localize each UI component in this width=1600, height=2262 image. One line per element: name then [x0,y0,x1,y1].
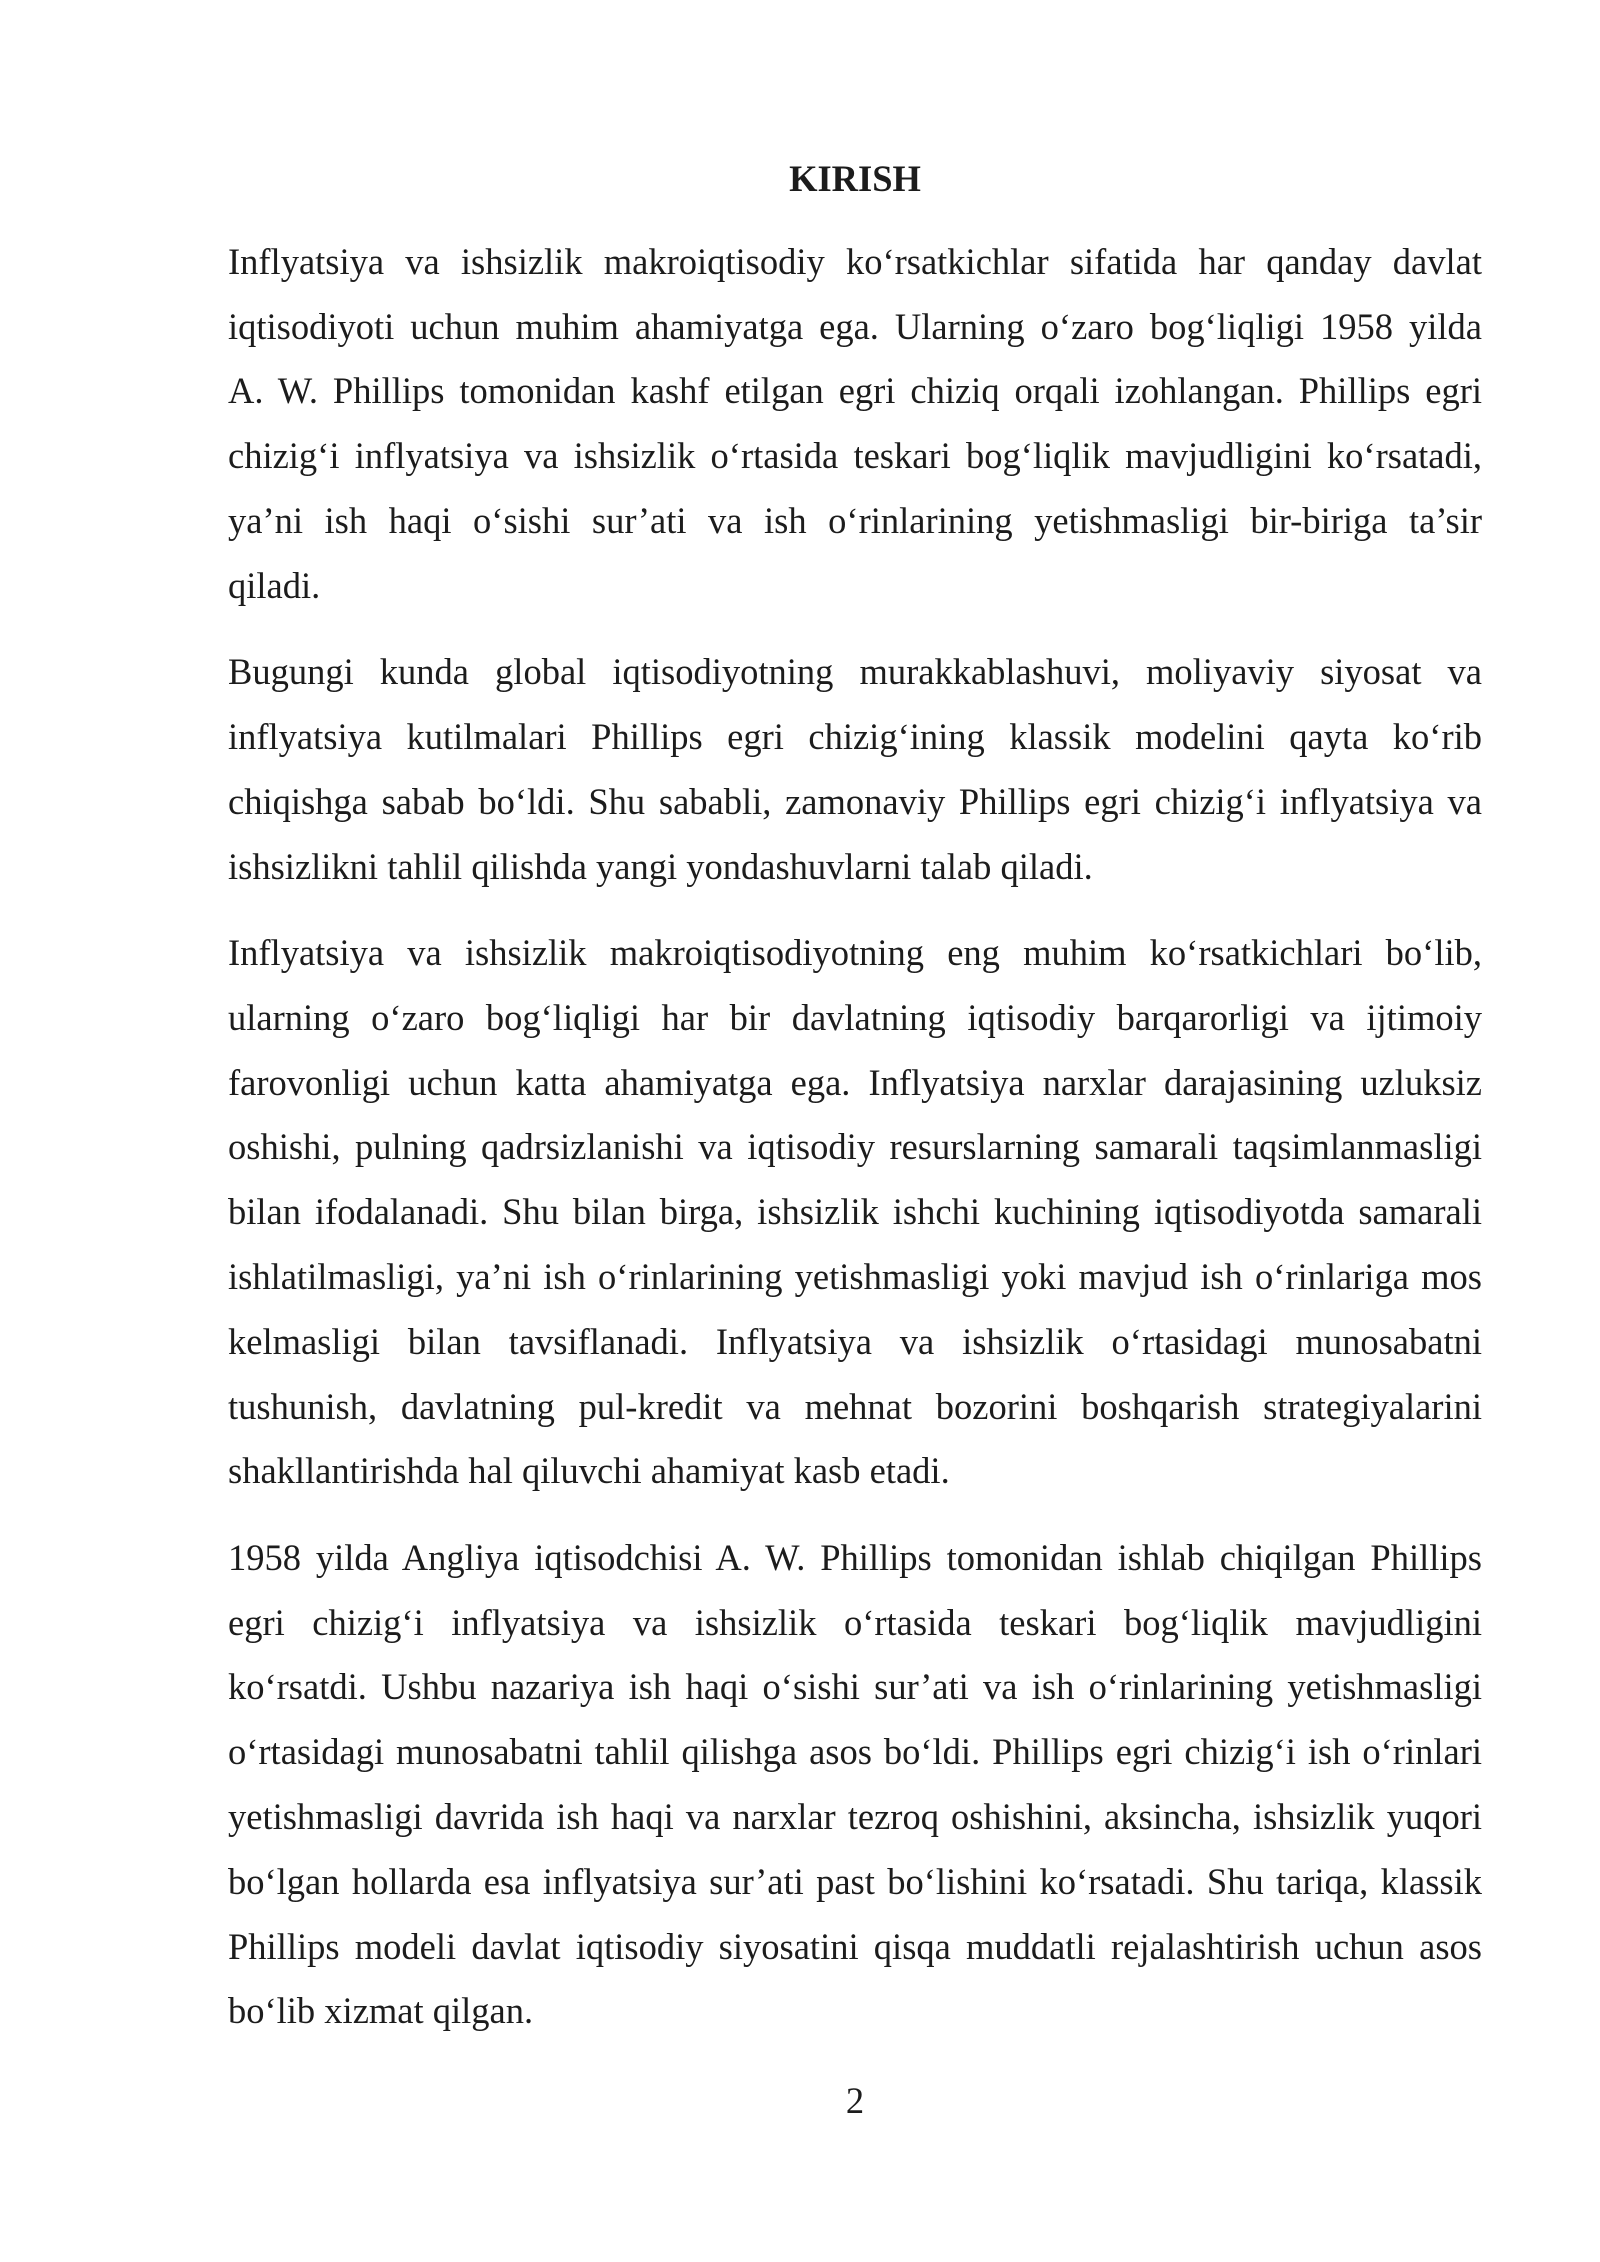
text-line: yetishmasligi davrida ish haqi va narxlar tezroq oshishini, aksincha, ishsizlik yuqori [228,1795,1482,1837]
text-line: A. W. Phillips tomonidan kashf etilgan egri chiziq orqali izohlangan. Phillips egri [228,370,1482,412]
text-line: bo‘lib xizmat qilgan. [228,1990,534,2032]
text-line: oshishi, pulning qadrsizlanishi va iqtisodiy resurslarning samarali taqsimlanmasligi [228,1126,1482,1168]
text-line: 1958 yilda Angliya iqtisodchisi A. W. Phillips tomonidan ishlab chiqilgan Phillips [228,1536,1482,1578]
text-line: ya’ni ish haqi o‘sishi sur’ati va ish o‘rinlarining yetishmasligi bir-biriga ta’sir [228,499,1482,541]
text-line: inflyatsiya kutilmalari Phillips egri chizig‘ining klassik modelini qayta ko‘rib [228,715,1482,757]
text-line: bo‘lgan hollarda esa inflyatsiya sur’ati past bo‘lishini ko‘rsatadi. Shu tariqa, klassik [228,1860,1482,1902]
text-line: ko‘rsatdi. Ushbu nazariya ish haqi o‘sishi sur’ati va ish o‘rinlarining yetishmasligi [228,1666,1482,1708]
section-title: KIRISH [789,158,921,199]
text-line: ishsizlikni tahlil qilishda yangi yondashuvlarni talab qiladi. [228,845,1093,887]
paragraph [228,640,1482,899]
text-line: tushunish, davlatning pul-kredit va mehnat bozorini boshqarish strategiyalarini [228,1385,1482,1427]
page-number: 2 [845,2080,865,2121]
text-line: chiqishga sabab bo‘ldi. Shu sababli, zamonaviy Phillips egri chizig‘i inflyatsiya va [228,780,1482,822]
text-line: bilan ifodalanadi. Shu bilan birga, ishsizlik ishchi kuchining iqtisodiyotda samarali [228,1191,1482,1233]
text-line: ularning o‘zaro bog‘liqligi har bir davlatning iqtisodiy barqarorligi va ijtimoiy [228,996,1482,1038]
text-line: Inflyatsiya va ishsizlik makroiqtisodiy ko‘rsatkichlar sifatida har qanday davlat [228,240,1482,282]
paragraph [228,921,1482,1504]
text-line: kelmasligi bilan tavsiflanadi. Inflyatsiya va ishsizlik o‘rtasidagi munosabatni [228,1320,1482,1362]
text-line: ishlatilmasligi, ya’ni ish o‘rinlarining yetishmasligi yoki mavjud ish o‘rinlariga mos [228,1255,1482,1297]
text-line: o‘rtasidagi munosabatni tahlil qilishga asos bo‘ldi. Phillips egri chizig‘i ish o‘rinlari [228,1731,1482,1773]
text-line: farovonligi uchun katta ahamiyatga ega. Inflyatsiya narxlar darajasining uzluksiz [228,1061,1482,1103]
text-line: iqtisodiyoti uchun muhim ahamiyatga ega. Ularning o‘zaro bog‘liqligi 1958 yilda [228,305,1482,347]
page-content [228,147,1482,2066]
text-line: Inflyatsiya va ishsizlik makroiqtisodiyotning eng muhim ko‘rsatkichlari bo‘lib, [228,931,1482,973]
paragraph [228,230,1482,619]
body-text [228,230,1482,2044]
text-line: Phillips modeli davlat iqtisodiy siyosatini qisqa muddatli rejalashtirish uchun asos [228,1925,1482,1967]
text-line: egri chizig‘i inflyatsiya va ishsizlik o‘rtasida teskari bog‘liqlik mavjudligini [228,1601,1482,1643]
text-line: shakllantirishda hal qiluvchi ahamiyat kasb etadi. [228,1450,950,1492]
text-line: chizig‘i inflyatsiya va ishsizlik o‘rtasida teskari bog‘liqlik mavjudligini ko‘rsatadi, [228,435,1482,477]
text-line: Bugungi kunda global iqtisodiyotning murakkablashuvi, moliyaviy siyosat va [228,651,1482,693]
text-line: qiladi. [228,564,321,606]
paragraph [228,1526,1482,2044]
